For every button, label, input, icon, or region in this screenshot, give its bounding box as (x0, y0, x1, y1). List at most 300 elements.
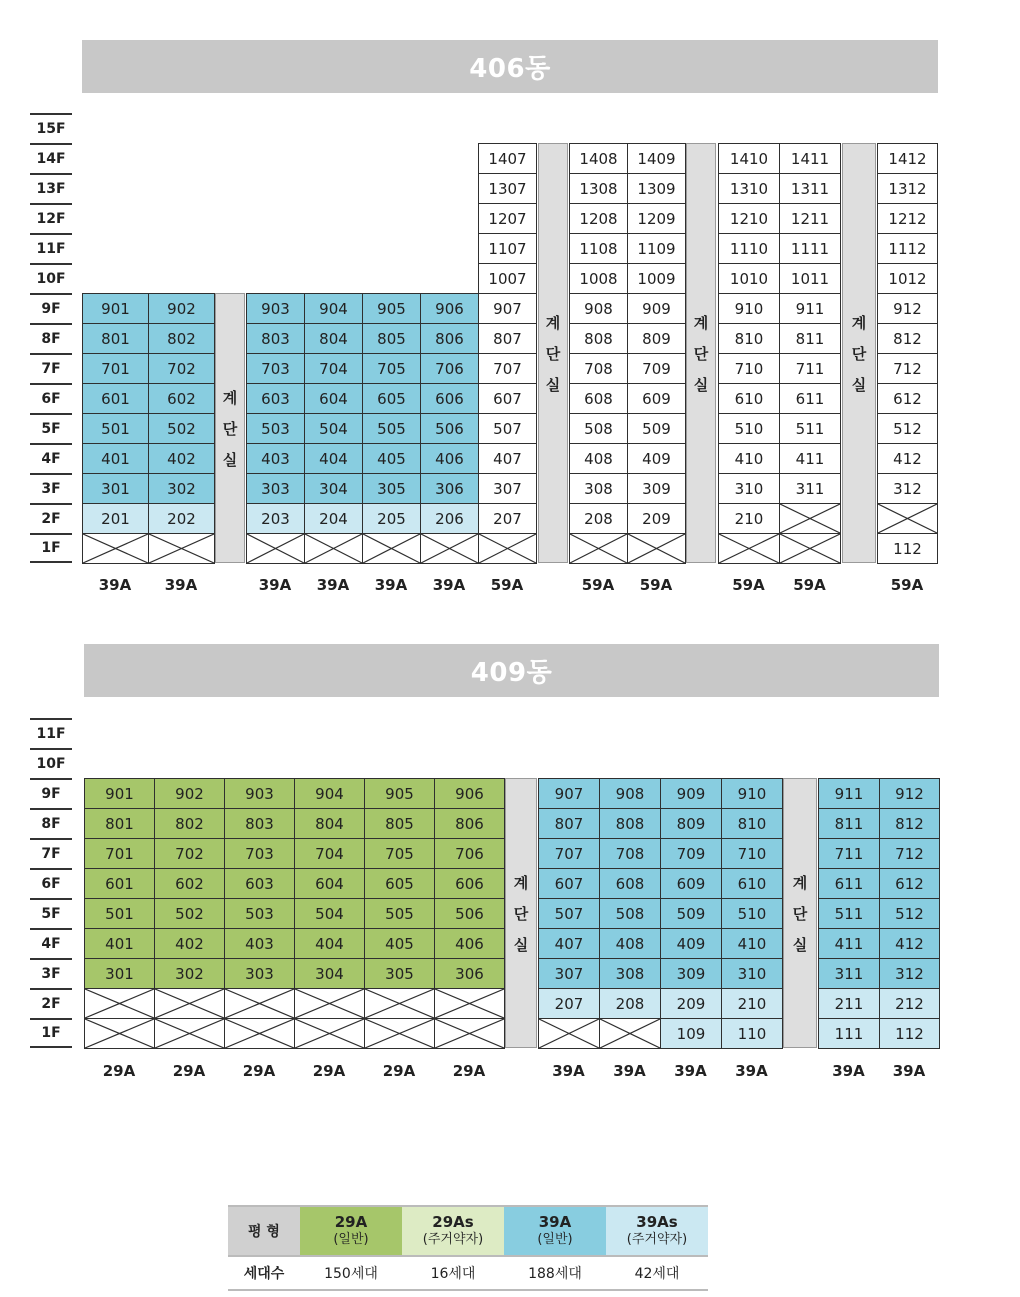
unit-602: 602 (154, 868, 225, 899)
unit-610: 610 (721, 868, 783, 899)
unit-606: 606 (434, 868, 505, 899)
unit-510: 510 (718, 413, 780, 444)
unit-810: 810 (721, 808, 783, 839)
floor-label-5f: 5F (30, 413, 72, 443)
unit-712: 712 (879, 838, 940, 869)
unit-210: 210 (718, 503, 780, 534)
unit-1409: 1409 (627, 143, 686, 174)
unit-606: 606 (420, 383, 479, 414)
unit-906: 906 (420, 293, 479, 324)
unit-601: 601 (82, 383, 149, 414)
unit-704: 704 (294, 838, 365, 869)
unit-607: 607 (478, 383, 537, 414)
legend-39a-type: 39A (538, 1213, 572, 1231)
unit-411: 411 (818, 928, 880, 959)
legend-39as-count: 42세대 (606, 1256, 708, 1290)
no-unit-cell (362, 533, 421, 564)
floor-label-4f: 4F (30, 928, 72, 958)
unit-702: 702 (148, 353, 215, 384)
legend-29a-count: 150세대 (300, 1256, 402, 1290)
stairwell (842, 143, 876, 563)
unit-209: 209 (627, 503, 686, 534)
unit-603: 603 (224, 868, 295, 899)
unit-710: 710 (721, 838, 783, 869)
legend-type-row (228, 1206, 708, 1256)
no-unit-cell (82, 533, 149, 564)
unit-1408: 1408 (569, 143, 628, 174)
no-unit-cell (599, 1018, 661, 1049)
unit-904: 904 (294, 778, 365, 809)
floor-label-11f: 11F (30, 233, 72, 263)
unit-809: 809 (627, 323, 686, 354)
unit-504: 504 (294, 898, 365, 929)
unit-505: 505 (362, 413, 421, 444)
unit-312: 312 (879, 958, 940, 989)
unit-1110: 1110 (718, 233, 780, 264)
floor-label-8f: 8F (30, 808, 72, 838)
floor-label-9f: 9F (30, 778, 72, 808)
unit-1007: 1007 (478, 263, 537, 294)
unit-708: 708 (569, 353, 628, 384)
floor-label-1f: 1F (30, 1018, 72, 1048)
stairwell-char: 단 (545, 344, 561, 363)
unit-604: 604 (304, 383, 363, 414)
unit-1008: 1008 (569, 263, 628, 294)
unit-802: 802 (148, 323, 215, 354)
unit-508: 508 (569, 413, 628, 444)
unit-type-label: 39A (674, 1062, 707, 1080)
unit-type-label: 39A (832, 1062, 865, 1080)
legend-39as-type: 39As (636, 1213, 678, 1231)
unit-301: 301 (82, 473, 149, 504)
stairwell-char: 단 (792, 904, 808, 923)
unit-type-label: 29A (452, 1062, 486, 1080)
unit-808: 808 (599, 808, 661, 839)
unit-911: 911 (818, 778, 880, 809)
unit-type-label: 59A (581, 576, 615, 594)
unit-1107: 1107 (478, 233, 537, 264)
stairwell-char: 실 (222, 450, 238, 469)
unit-511: 511 (818, 898, 880, 929)
unit-303: 303 (224, 958, 295, 989)
unit-807: 807 (538, 808, 600, 839)
unit-112: 112 (879, 1018, 940, 1049)
unit-602: 602 (148, 383, 215, 414)
legend-count-row (228, 1256, 708, 1290)
unit-704: 704 (304, 353, 363, 384)
unit-209: 209 (660, 988, 722, 1019)
no-unit-cell (364, 1018, 435, 1049)
unit-507: 507 (538, 898, 600, 929)
no-unit-cell (877, 503, 938, 534)
unit-304: 304 (294, 958, 365, 989)
unit-711: 711 (779, 353, 841, 384)
no-unit-cell (304, 533, 363, 564)
unit-type-label: 39A (258, 576, 292, 594)
unit-208: 208 (599, 988, 661, 1019)
no-unit-cell (154, 988, 225, 1019)
unit-310: 310 (721, 958, 783, 989)
unit-407: 407 (538, 928, 600, 959)
no-unit-cell (538, 1018, 600, 1049)
floor-label-5f: 5F (30, 898, 72, 928)
unit-410: 410 (718, 443, 780, 474)
unit-601: 601 (84, 868, 155, 899)
stairwell-char: 계 (545, 313, 561, 332)
unit-901: 901 (84, 778, 155, 809)
unit-806: 806 (420, 323, 479, 354)
unit-301: 301 (84, 958, 155, 989)
no-unit-cell (148, 533, 215, 564)
unit-305: 305 (364, 958, 435, 989)
stairwell (538, 143, 568, 563)
unit-801: 801 (84, 808, 155, 839)
stairwell-char: 단 (222, 419, 238, 438)
stairwell-char: 계 (222, 388, 238, 407)
legend-39as (606, 1206, 708, 1256)
unit-705: 705 (364, 838, 435, 869)
stairwell-char: 계 (792, 873, 808, 892)
unit-701: 701 (82, 353, 149, 384)
unit-307: 307 (538, 958, 600, 989)
unit-type-label: 39A (552, 1062, 585, 1080)
building-409-title: 409동 (84, 644, 939, 697)
no-unit-cell (294, 988, 365, 1019)
unit-402: 402 (148, 443, 215, 474)
unit-type-label: 39A (316, 576, 350, 594)
no-unit-cell (627, 533, 686, 564)
unit-1207: 1207 (478, 203, 537, 234)
unit-608: 608 (569, 383, 628, 414)
no-unit-cell (420, 533, 479, 564)
floor-label-10f: 10F (30, 263, 72, 293)
stairwell (505, 778, 537, 1048)
unit-605: 605 (364, 868, 435, 899)
floor-label-2f: 2F (30, 503, 72, 533)
unit-805: 805 (362, 323, 421, 354)
unit-303: 303 (246, 473, 305, 504)
floor-label-8f: 8F (30, 323, 72, 353)
unit-711: 711 (818, 838, 880, 869)
unit-type-label: 29A (312, 1062, 346, 1080)
unit-709: 709 (627, 353, 686, 384)
unit-701: 701 (84, 838, 155, 869)
unit-1411: 1411 (779, 143, 841, 174)
unit-type-legend (228, 1205, 708, 1291)
unit-401: 401 (84, 928, 155, 959)
unit-1407: 1407 (478, 143, 537, 174)
unit-908: 908 (569, 293, 628, 324)
unit-811: 811 (818, 808, 880, 839)
unit-703: 703 (246, 353, 305, 384)
unit-811: 811 (779, 323, 841, 354)
stairwell-char: 실 (545, 375, 561, 394)
unit-404: 404 (294, 928, 365, 959)
unit-506: 506 (434, 898, 505, 929)
unit-1410: 1410 (718, 143, 780, 174)
unit-907: 907 (538, 778, 600, 809)
floor-label-9f: 9F (30, 293, 72, 323)
unit-501: 501 (84, 898, 155, 929)
unit-1312: 1312 (877, 173, 938, 204)
unit-610: 610 (718, 383, 780, 414)
floor-label-12f: 12F (30, 203, 72, 233)
unit-902: 902 (148, 293, 215, 324)
unit-306: 306 (434, 958, 505, 989)
floor-label-10f: 10F (30, 748, 72, 778)
unit-707: 707 (478, 353, 537, 384)
unit-902: 902 (154, 778, 225, 809)
unit-312: 312 (877, 473, 938, 504)
unit-310: 310 (718, 473, 780, 504)
unit-806: 806 (434, 808, 505, 839)
unit-502: 502 (154, 898, 225, 929)
unit-907: 907 (478, 293, 537, 324)
unit-810: 810 (718, 323, 780, 354)
unit-type-label: 39A (98, 576, 132, 594)
stairwell (215, 293, 245, 563)
no-unit-cell (224, 988, 295, 1019)
no-unit-cell (364, 988, 435, 1019)
floor-label-3f: 3F (30, 958, 72, 988)
unit-905: 905 (362, 293, 421, 324)
unit-804: 804 (304, 323, 363, 354)
unit-type-label: 39A (892, 1062, 926, 1080)
unit-306: 306 (420, 473, 479, 504)
floor-label-15f: 15F (30, 113, 72, 143)
legend-29as (402, 1206, 504, 1256)
floor-label-6f: 6F (30, 868, 72, 898)
unit-411: 411 (779, 443, 841, 474)
unit-406: 406 (420, 443, 479, 474)
no-unit-cell (434, 1018, 505, 1049)
unit-603: 603 (246, 383, 305, 414)
unit-405: 405 (362, 443, 421, 474)
unit-508: 508 (599, 898, 661, 929)
floor-label-3f: 3F (30, 473, 72, 503)
stairwell-char: 단 (513, 904, 529, 923)
unit-803: 803 (246, 323, 305, 354)
unit-405: 405 (364, 928, 435, 959)
stairwell-char: 실 (693, 375, 709, 394)
no-unit-cell (84, 988, 155, 1019)
floor-label-7f: 7F (30, 838, 72, 868)
unit-308: 308 (569, 473, 628, 504)
unit-611: 611 (818, 868, 880, 899)
floor-label-1f: 1F (30, 533, 72, 563)
unit-type-label: 29A (242, 1062, 276, 1080)
unit-503: 503 (224, 898, 295, 929)
unit-609: 609 (660, 868, 722, 899)
floor-label-7f: 7F (30, 353, 72, 383)
unit-703: 703 (224, 838, 295, 869)
unit-910: 910 (718, 293, 780, 324)
unit-205: 205 (362, 503, 421, 534)
unit-912: 912 (877, 293, 938, 324)
unit-210: 210 (721, 988, 783, 1019)
unit-1311: 1311 (779, 173, 841, 204)
legend-39a-sub: (일반) (537, 1232, 573, 1247)
unit-807: 807 (478, 323, 537, 354)
no-unit-cell (224, 1018, 295, 1049)
legend-39a-count: 188세대 (504, 1256, 606, 1290)
stairwell-char: 실 (792, 935, 808, 954)
unit-201: 201 (82, 503, 149, 534)
unit-1309: 1309 (627, 173, 686, 204)
stairwell (783, 778, 817, 1048)
unit-type-label: 59A (490, 576, 524, 594)
unit-110: 110 (721, 1018, 783, 1049)
no-unit-cell (84, 1018, 155, 1049)
unit-1009: 1009 (627, 263, 686, 294)
unit-403: 403 (224, 928, 295, 959)
unit-type-label: 29A (382, 1062, 416, 1080)
unit-1012: 1012 (877, 263, 938, 294)
unit-710: 710 (718, 353, 780, 384)
no-unit-cell (569, 533, 628, 564)
unit-311: 311 (818, 958, 880, 989)
unit-406: 406 (434, 928, 505, 959)
legend-29as-sub: (주거약자) (422, 1232, 484, 1247)
stairwell-char: 단 (693, 344, 709, 363)
unit-612: 612 (879, 868, 940, 899)
stairwell-char: 계 (851, 313, 867, 332)
unit-305: 305 (362, 473, 421, 504)
stairwell (686, 143, 716, 563)
unit-403: 403 (246, 443, 305, 474)
unit-809: 809 (660, 808, 722, 839)
floor-label-13f: 13F (30, 173, 72, 203)
unit-408: 408 (569, 443, 628, 474)
unit-1209: 1209 (627, 203, 686, 234)
unit-311: 311 (779, 473, 841, 504)
unit-609: 609 (627, 383, 686, 414)
unit-1412: 1412 (877, 143, 938, 174)
no-unit-cell (294, 1018, 365, 1049)
unit-410: 410 (721, 928, 783, 959)
legend-29as-count: 16세대 (402, 1256, 504, 1290)
unit-1211: 1211 (779, 203, 841, 234)
unit-type-label: 29A (172, 1062, 206, 1080)
floor-label-6f: 6F (30, 383, 72, 413)
unit-1307: 1307 (478, 173, 537, 204)
legend-count-label: 세대수 (228, 1256, 300, 1290)
unit-912: 912 (879, 778, 940, 809)
unit-808: 808 (569, 323, 628, 354)
unit-802: 802 (154, 808, 225, 839)
unit-302: 302 (154, 958, 225, 989)
unit-906: 906 (434, 778, 505, 809)
unit-1208: 1208 (569, 203, 628, 234)
unit-509: 509 (660, 898, 722, 929)
unit-1109: 1109 (627, 233, 686, 264)
unit-903: 903 (246, 293, 305, 324)
unit-304: 304 (304, 473, 363, 504)
stairwell-char: 단 (851, 344, 867, 363)
unit-504: 504 (304, 413, 363, 444)
unit-307: 307 (478, 473, 537, 504)
unit-506: 506 (420, 413, 479, 444)
unit-901: 901 (82, 293, 149, 324)
unit-1111: 1111 (779, 233, 841, 264)
no-unit-cell (154, 1018, 225, 1049)
unit-509: 509 (627, 413, 686, 444)
unit-207: 207 (478, 503, 537, 534)
no-unit-cell (718, 533, 780, 564)
unit-804: 804 (294, 808, 365, 839)
stairwell-char: 계 (513, 873, 529, 892)
unit-309: 309 (660, 958, 722, 989)
unit-type-label: 29A (102, 1062, 136, 1080)
floor-label-4f: 4F (30, 443, 72, 473)
unit-1108: 1108 (569, 233, 628, 264)
unit-203: 203 (246, 503, 305, 534)
unit-1308: 1308 (569, 173, 628, 204)
unit-1112: 1112 (877, 233, 938, 264)
unit-409: 409 (660, 928, 722, 959)
unit-605: 605 (362, 383, 421, 414)
floor-label-2f: 2F (30, 988, 72, 1018)
unit-611: 611 (779, 383, 841, 414)
unit-308: 308 (599, 958, 661, 989)
unit-111: 111 (818, 1018, 880, 1049)
unit-212: 212 (879, 988, 940, 1019)
unit-909: 909 (660, 778, 722, 809)
floor-label-14f: 14F (30, 143, 72, 173)
unit-705: 705 (362, 353, 421, 384)
unit-812: 812 (877, 323, 938, 354)
unit-type-label: 39A (432, 576, 466, 594)
unit-207: 207 (538, 988, 600, 1019)
stairwell-char: 계 (693, 313, 709, 332)
floor-label-11f: 11F (30, 718, 72, 748)
no-unit-cell (434, 988, 505, 1019)
unit-805: 805 (364, 808, 435, 839)
legend-29as-type: 29As (432, 1213, 474, 1231)
legend-29a-type: 29A (334, 1213, 368, 1231)
unit-910: 910 (721, 778, 783, 809)
unit-505: 505 (364, 898, 435, 929)
unit-407: 407 (478, 443, 537, 474)
unit-502: 502 (148, 413, 215, 444)
unit-type-label: 59A (793, 576, 826, 594)
unit-706: 706 (434, 838, 505, 869)
building-406-title: 406동 (82, 40, 938, 93)
unit-503: 503 (246, 413, 305, 444)
unit-608: 608 (599, 868, 661, 899)
no-unit-cell (478, 533, 537, 564)
unit-604: 604 (294, 868, 365, 899)
legend-29a-sub: (일반) (333, 1232, 369, 1247)
unit-501: 501 (82, 413, 149, 444)
unit-109: 109 (660, 1018, 722, 1049)
legend-29a (300, 1206, 402, 1256)
unit-707: 707 (538, 838, 600, 869)
unit-702: 702 (154, 838, 225, 869)
unit-803: 803 (224, 808, 295, 839)
unit-402: 402 (154, 928, 225, 959)
no-unit-cell (779, 533, 841, 564)
unit-512: 512 (879, 898, 940, 929)
unit-208: 208 (569, 503, 628, 534)
unit-911: 911 (779, 293, 841, 324)
unit-204: 204 (304, 503, 363, 534)
unit-type-label: 59A (732, 576, 765, 594)
unit-905: 905 (364, 778, 435, 809)
unit-904: 904 (304, 293, 363, 324)
legend-header-label: 평 형 (228, 1206, 300, 1256)
unit-909: 909 (627, 293, 686, 324)
